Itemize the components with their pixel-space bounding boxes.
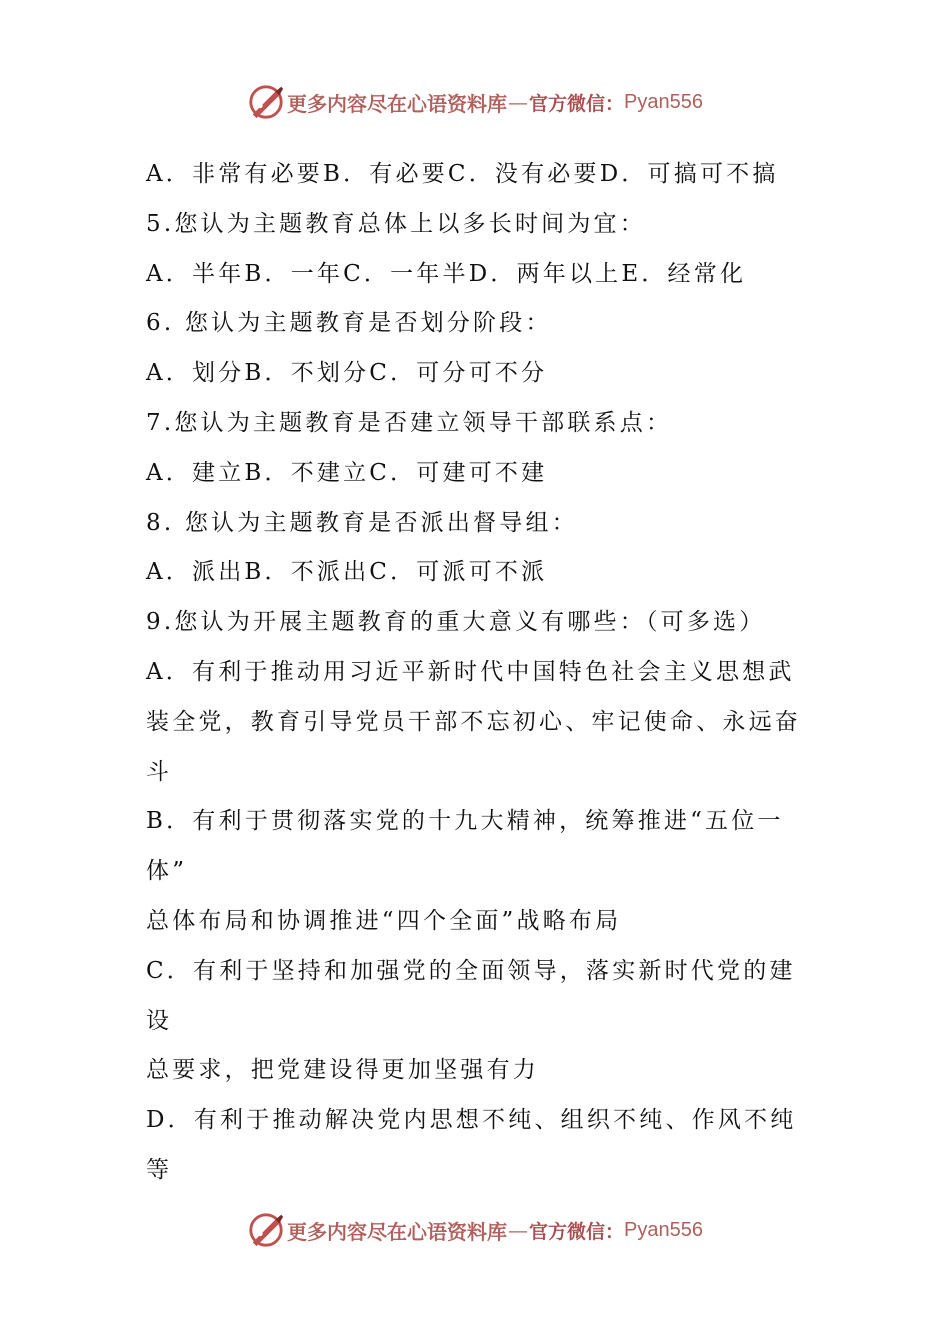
text-line: 5.您认为主题教育总体上以多长时间为宜： [146, 210, 646, 237]
watermark-wechat-label: 官方微信： [529, 1220, 625, 1243]
text-line: 斗 [146, 758, 173, 785]
watermark-wechat-id: Pyan556 [624, 1218, 703, 1241]
text-line: 6. 您认为主题教育是否划分阶段： [146, 310, 552, 337]
text-line: A．建立B．不建立C．可建可不建 [146, 459, 548, 486]
text-line: 体” [146, 858, 188, 885]
text-line: C．有利于坚持和加强党的全面领导，落实新时代党的建 [146, 957, 796, 984]
text-line: 8. 您认为主题教育是否派出督导组： [146, 509, 578, 536]
watermark-footer [0, 1210, 950, 1250]
watermark-brand: 更多内容尽在心语资料库 [287, 91, 507, 116]
text-line: A．半年B．一年C．一年半D．两年以上E．经常化 [146, 260, 747, 287]
watermark-dash: — [508, 1218, 528, 1242]
watermark-dash: — [508, 90, 528, 114]
text-line: 等 [146, 1156, 173, 1183]
text-line: A．派出B．不派出C．可派可不派 [146, 559, 548, 586]
text-line: 9.您认为开展主题教育的重大意义有哪些：（可多选） [146, 609, 766, 636]
text-line: B．有利于贯彻落实党的十九大精神，统筹推进“五位一 [146, 808, 784, 835]
text-line: A．有利于推动用习近平新时代中国特色社会主义思想武 [146, 658, 795, 685]
pen-logo-icon [247, 83, 285, 121]
pen-logo-icon [247, 1211, 285, 1249]
text-line: A．非常有必要B．有必要C．没有必要D．可搞可不搞 [146, 161, 779, 187]
watermark-wechat-id: Pyan556 [624, 90, 703, 113]
document-body [146, 150, 816, 1196]
text-line: D．有利于推动解决党内思想不纯、组织不纯、作风不纯 [146, 1107, 797, 1134]
watermark-brand: 更多内容尽在心语资料库 [287, 1219, 507, 1244]
text-line: 7.您认为主题教育是否建立领导干部联系点： [146, 409, 673, 436]
text-line: 装全党，教育引导党员干部不忘初心、牢记使命、永远奋 [146, 708, 801, 735]
text-line: 总要求，把党建设得更加坚强有力 [146, 1057, 539, 1084]
text-line: 总体布局和协调推进“四个全面”战略布局 [146, 907, 622, 934]
watermark-wechat-label: 官方微信： [529, 92, 625, 115]
watermark-header [0, 82, 950, 122]
text-line: A．划分B．不划分C．可分可不分 [146, 360, 548, 387]
text-line: 设 [146, 1007, 173, 1034]
